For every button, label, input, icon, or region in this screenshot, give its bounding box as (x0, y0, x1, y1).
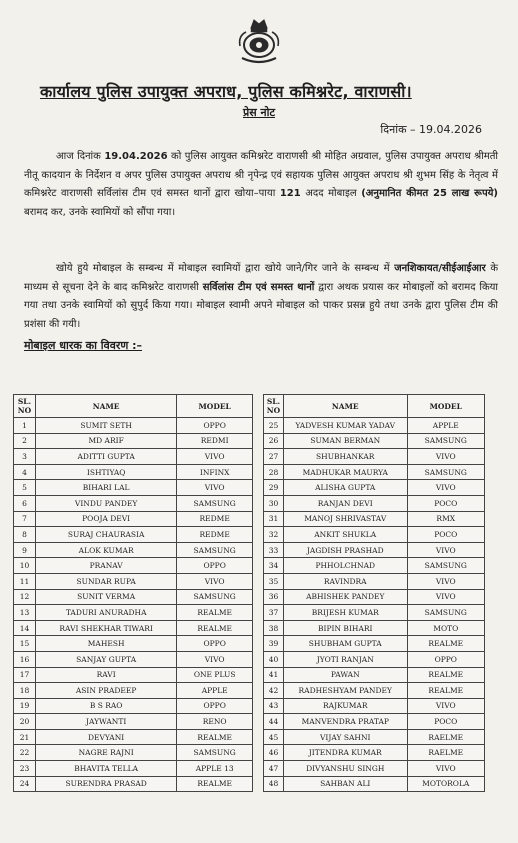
table-row (264, 729, 485, 745)
sl-cell: 11 (14, 573, 36, 589)
name-cell: MANOJ SHRIVASTAV (283, 511, 407, 527)
table-row (264, 667, 485, 683)
table-row (14, 589, 253, 605)
name-cell: JITENDRA KUMAR (283, 745, 407, 761)
model-cell: REALME (177, 776, 253, 792)
name-cell: B S RAO (35, 698, 176, 714)
sl-cell: 40 (264, 651, 284, 667)
police-emblem-icon (234, 14, 284, 66)
sl-cell: 14 (14, 620, 36, 636)
sl-cell: 13 (14, 605, 36, 621)
name-cell: PRANAV (35, 558, 176, 574)
name-cell: MANVENDRA PRATAP (283, 714, 407, 730)
table-row (14, 573, 253, 589)
model-cell: VIVO (407, 698, 484, 714)
name-cell: VINDU PANDEY (35, 495, 176, 511)
table-row (264, 776, 485, 792)
sl-cell: 37 (264, 605, 284, 621)
sl-cell: 48 (264, 776, 284, 792)
sl-cell: 9 (14, 542, 36, 558)
table-row (14, 714, 253, 730)
model-cell: SAMSUNG (177, 542, 253, 558)
table-row (14, 683, 253, 699)
sl-cell: 2 (14, 433, 36, 449)
section-heading: मोबाइल धारक का विवरण :– (24, 339, 143, 352)
model-cell: POCO (407, 527, 484, 543)
sl-cell: 5 (14, 480, 36, 496)
sl-cell: 30 (264, 495, 284, 511)
model-cell: POCO (407, 495, 484, 511)
model-cell: VIVO (407, 589, 484, 605)
table-row (264, 527, 485, 543)
sl-cell: 36 (264, 589, 284, 605)
model-cell: INFINX (177, 464, 253, 480)
model-cell: SAMSUNG (407, 605, 484, 621)
model-cell: RAELME (407, 729, 484, 745)
date: दिनांक – 19.04.2026 (380, 123, 482, 136)
sl-cell: 17 (14, 667, 36, 683)
table-row (264, 433, 485, 449)
table-row (264, 480, 485, 496)
table-row (14, 636, 253, 652)
table-row (264, 698, 485, 714)
model-cell: SAMSUNG (407, 464, 484, 480)
name-cell: RAJKUMAR (283, 698, 407, 714)
table-row (14, 558, 253, 574)
name-cell: RAVI (35, 667, 176, 683)
sl-cell: 32 (264, 527, 284, 543)
table-row (264, 589, 485, 605)
model-cell: REALME (407, 683, 484, 699)
table-row (264, 418, 485, 434)
name-cell: ASIN PRADEEP (35, 683, 176, 699)
name-cell: SHUBHAM GUPTA (283, 636, 407, 652)
table-row (264, 573, 485, 589)
name-cell: ISHTIYAQ (35, 464, 176, 480)
name-cell: PHHOLCHNAD (283, 558, 407, 574)
sl-cell: 20 (14, 714, 36, 730)
name-cell: ABHISHEK PANDEY (283, 589, 407, 605)
table-row (14, 511, 253, 527)
table-row (264, 449, 485, 465)
table-header-row (14, 395, 253, 418)
model-cell: VIVO (407, 542, 484, 558)
table-row (264, 542, 485, 558)
name-cell: SURAJ CHAURASIA (35, 527, 176, 543)
table-row (264, 464, 485, 480)
sl-cell: 29 (264, 480, 284, 496)
name-cell: MD ARIF (35, 433, 176, 449)
model-cell: SAMSUNG (177, 495, 253, 511)
table-header-row (264, 395, 485, 418)
table-row (14, 449, 253, 465)
paragraph-1: आज दिनांक 19.04.2026 को पुलिस आयुक्त कमिश्नरेट वाराणसी श्री मोहित अग्रवाल, पुलिस उपायुक्त अपराध श्रीमती नीतू कादयान के निर्देशन व अपर पुलिस उपायुक्त अपराध श्री नृपेन्द्र एवं सहायक पुलिस आयुक्त अपराध श्री शुभम सिंह के नेतृत्व में कमिश्नरेट वाराणसी सर्विलांस टीम एवं समस्त थानों द्वारा खोया–पाया 121 अदद मोबाइल (अनुमानित कीमत 25 लाख रूपये) बरामद कर, उनके स्वामियों को सौंपा गया। (24, 151, 499, 218)
header-name: NAME (283, 395, 407, 418)
table-row (14, 605, 253, 621)
table-row (14, 761, 253, 777)
sl-cell: 3 (14, 449, 36, 465)
model-cell: APPLE (407, 418, 484, 434)
model-cell: VIVO (177, 449, 253, 465)
model-cell: REALME (407, 667, 484, 683)
name-cell: JAYWANTI (35, 714, 176, 730)
table-row (14, 776, 253, 792)
model-cell: REALME (407, 636, 484, 652)
office-header: कार्यालय पुलिस उपायुक्त अपराध, पुलिस कमिश्नरेट, वाराणसी। (40, 82, 412, 101)
model-cell: REDME (177, 527, 253, 543)
table-row (264, 605, 485, 621)
name-cell: YADVESH KUMAR YADAV (283, 418, 407, 434)
model-cell: RMX (407, 511, 484, 527)
sl-cell: 26 (264, 433, 284, 449)
table-row (264, 651, 485, 667)
model-cell: OPPO (177, 418, 253, 434)
model-cell: RAELME (407, 745, 484, 761)
table-row (14, 495, 253, 511)
table-row (264, 714, 485, 730)
name-cell: SUMIT SETH (35, 418, 176, 434)
name-cell: RANJAN DEVI (283, 495, 407, 511)
model-cell: ONE PLUS (177, 667, 253, 683)
name-cell: SURENDRA PRASAD (35, 776, 176, 792)
sl-cell: 31 (264, 511, 284, 527)
table-row (14, 418, 253, 434)
sl-cell: 19 (14, 698, 36, 714)
table-row (14, 480, 253, 496)
sl-cell: 22 (14, 745, 36, 761)
name-cell: MAHESH (35, 636, 176, 652)
sl-cell: 23 (14, 761, 36, 777)
name-cell: ALISHA GUPTA (283, 480, 407, 496)
table-row (264, 620, 485, 636)
sl-cell: 25 (264, 418, 284, 434)
table-row (14, 542, 253, 558)
name-cell: RAVI SHEKHAR TIWARI (35, 620, 176, 636)
sl-cell: 42 (264, 683, 284, 699)
table-row (14, 527, 253, 543)
mobile-owner-table-left (13, 394, 253, 792)
name-cell: BIHARI LAL (35, 480, 176, 496)
model-cell: VIVO (407, 449, 484, 465)
sl-cell: 43 (264, 698, 284, 714)
name-cell: ANKIT SHUKLA (283, 527, 407, 543)
name-cell: SUNDAR RUPA (35, 573, 176, 589)
table-row (14, 651, 253, 667)
table-row (14, 745, 253, 761)
sl-cell: 6 (14, 495, 36, 511)
sl-cell: 45 (264, 729, 284, 745)
model-cell: SAMSUNG (177, 589, 253, 605)
table-row (14, 433, 253, 449)
name-cell: DEVYANI (35, 729, 176, 745)
name-cell: VIJAY SAHNI (283, 729, 407, 745)
model-cell: REALME (177, 729, 253, 745)
header-model: MODEL (407, 395, 484, 418)
model-cell: VIVO (177, 480, 253, 496)
model-cell: VIVO (177, 573, 253, 589)
model-cell: REALME (177, 605, 253, 621)
sl-cell: 18 (14, 683, 36, 699)
table-row (264, 558, 485, 574)
sl-cell: 38 (264, 620, 284, 636)
press-note-title: प्रेस नोट (242, 106, 276, 119)
header-sl-no: SL. NO (14, 395, 36, 418)
sl-cell: 33 (264, 542, 284, 558)
sl-cell: 39 (264, 636, 284, 652)
name-cell: POOJA DEVI (35, 511, 176, 527)
sl-cell: 27 (264, 449, 284, 465)
model-cell: REALME (177, 620, 253, 636)
sl-cell: 46 (264, 745, 284, 761)
table-row (14, 667, 253, 683)
sl-cell: 21 (14, 729, 36, 745)
sl-cell: 8 (14, 527, 36, 543)
sl-cell: 4 (14, 464, 36, 480)
name-cell: SAHBAN ALI (283, 776, 407, 792)
name-cell: BRIJESH KUMAR (283, 605, 407, 621)
name-cell: TADURI ANURADHA (35, 605, 176, 621)
sl-cell: 15 (14, 636, 36, 652)
name-cell: SANJAY GUPTA (35, 651, 176, 667)
table-row (14, 464, 253, 480)
name-cell: DIVYANSHU SINGH (283, 761, 407, 777)
model-cell: SAMSUNG (407, 433, 484, 449)
model-cell: SAMSUNG (407, 558, 484, 574)
sl-cell: 7 (14, 511, 36, 527)
table-row (14, 729, 253, 745)
name-cell: BIPIN BIHARI (283, 620, 407, 636)
name-cell: SUNIT VERMA (35, 589, 176, 605)
header-sl-no: SL. NO (264, 395, 284, 418)
sl-cell: 34 (264, 558, 284, 574)
name-cell: JYOTI RANJAN (283, 651, 407, 667)
sl-cell: 12 (14, 589, 36, 605)
sl-cell: 28 (264, 464, 284, 480)
table-row (264, 683, 485, 699)
model-cell: OPPO (407, 651, 484, 667)
name-cell: RAVINDRA (283, 573, 407, 589)
name-cell: JAGDISH PRASHAD (283, 542, 407, 558)
model-cell: APPLE (177, 683, 253, 699)
name-cell: BHAVITA TELLA (35, 761, 176, 777)
model-cell: VIVO (407, 480, 484, 496)
name-cell: PAWAN (283, 667, 407, 683)
table-row (264, 745, 485, 761)
table-row (14, 698, 253, 714)
model-cell: VIVO (407, 573, 484, 589)
sl-cell: 1 (14, 418, 36, 434)
paragraph-2: खोये हुये मोबाइल के सम्बन्ध में मोबाइल स्वामियों द्वारा खोये जाने/गिर जाने के सम्बन्ध में जनशिकायत/सीईआईआर के माध्यम से सूचना देने के बाद कमिश्नरेट वाराणसी सर्विलांस टीम एवं समस्त थानों द्वारा अथक प्रयास कर मोबाइलों को बरामद किया गया तथा उनके स्वामियों को सुपुर्द किया गया। मोबाइल स्वामी अपने मोबाइल को पाकर प्रसन्न हुये तथा उनके द्वारा पुलिस टीम की प्रशंसा की गयी। (24, 263, 499, 330)
table-row (264, 761, 485, 777)
sl-cell: 24 (14, 776, 36, 792)
model-cell: OPPO (177, 558, 253, 574)
name-cell: SUMAN BERMAN (283, 433, 407, 449)
model-cell: SAMSUNG (177, 745, 253, 761)
model-cell: APPLE 13 (177, 761, 253, 777)
header-model: MODEL (177, 395, 253, 418)
sl-cell: 16 (14, 651, 36, 667)
sl-cell: 41 (264, 667, 284, 683)
table-row (14, 620, 253, 636)
model-cell: OPPO (177, 636, 253, 652)
table-row (264, 495, 485, 511)
model-cell: RENO (177, 714, 253, 730)
name-cell: MADHUKAR MAURYA (283, 464, 407, 480)
sl-cell: 44 (264, 714, 284, 730)
name-cell: RADHESHYAM PANDEY (283, 683, 407, 699)
name-cell: ADITTI GUPTA (35, 449, 176, 465)
model-cell: OPPO (177, 698, 253, 714)
sl-cell: 47 (264, 761, 284, 777)
sl-cell: 35 (264, 573, 284, 589)
model-cell: POCO (407, 714, 484, 730)
model-cell: REDME (177, 511, 253, 527)
header-name: NAME (35, 395, 176, 418)
mobile-owner-table-right (263, 394, 485, 792)
table-row (264, 636, 485, 652)
name-cell: NAGRE RAJNI (35, 745, 176, 761)
model-cell: VIVO (177, 651, 253, 667)
name-cell: ALOK KUMAR (35, 542, 176, 558)
model-cell: MOTO (407, 620, 484, 636)
sl-cell: 10 (14, 558, 36, 574)
model-cell: VIVO (407, 761, 484, 777)
table-row (264, 511, 485, 527)
model-cell: REDMI (177, 433, 253, 449)
model-cell: MOTOROLA (407, 776, 484, 792)
name-cell: SHUBHANKAR (283, 449, 407, 465)
